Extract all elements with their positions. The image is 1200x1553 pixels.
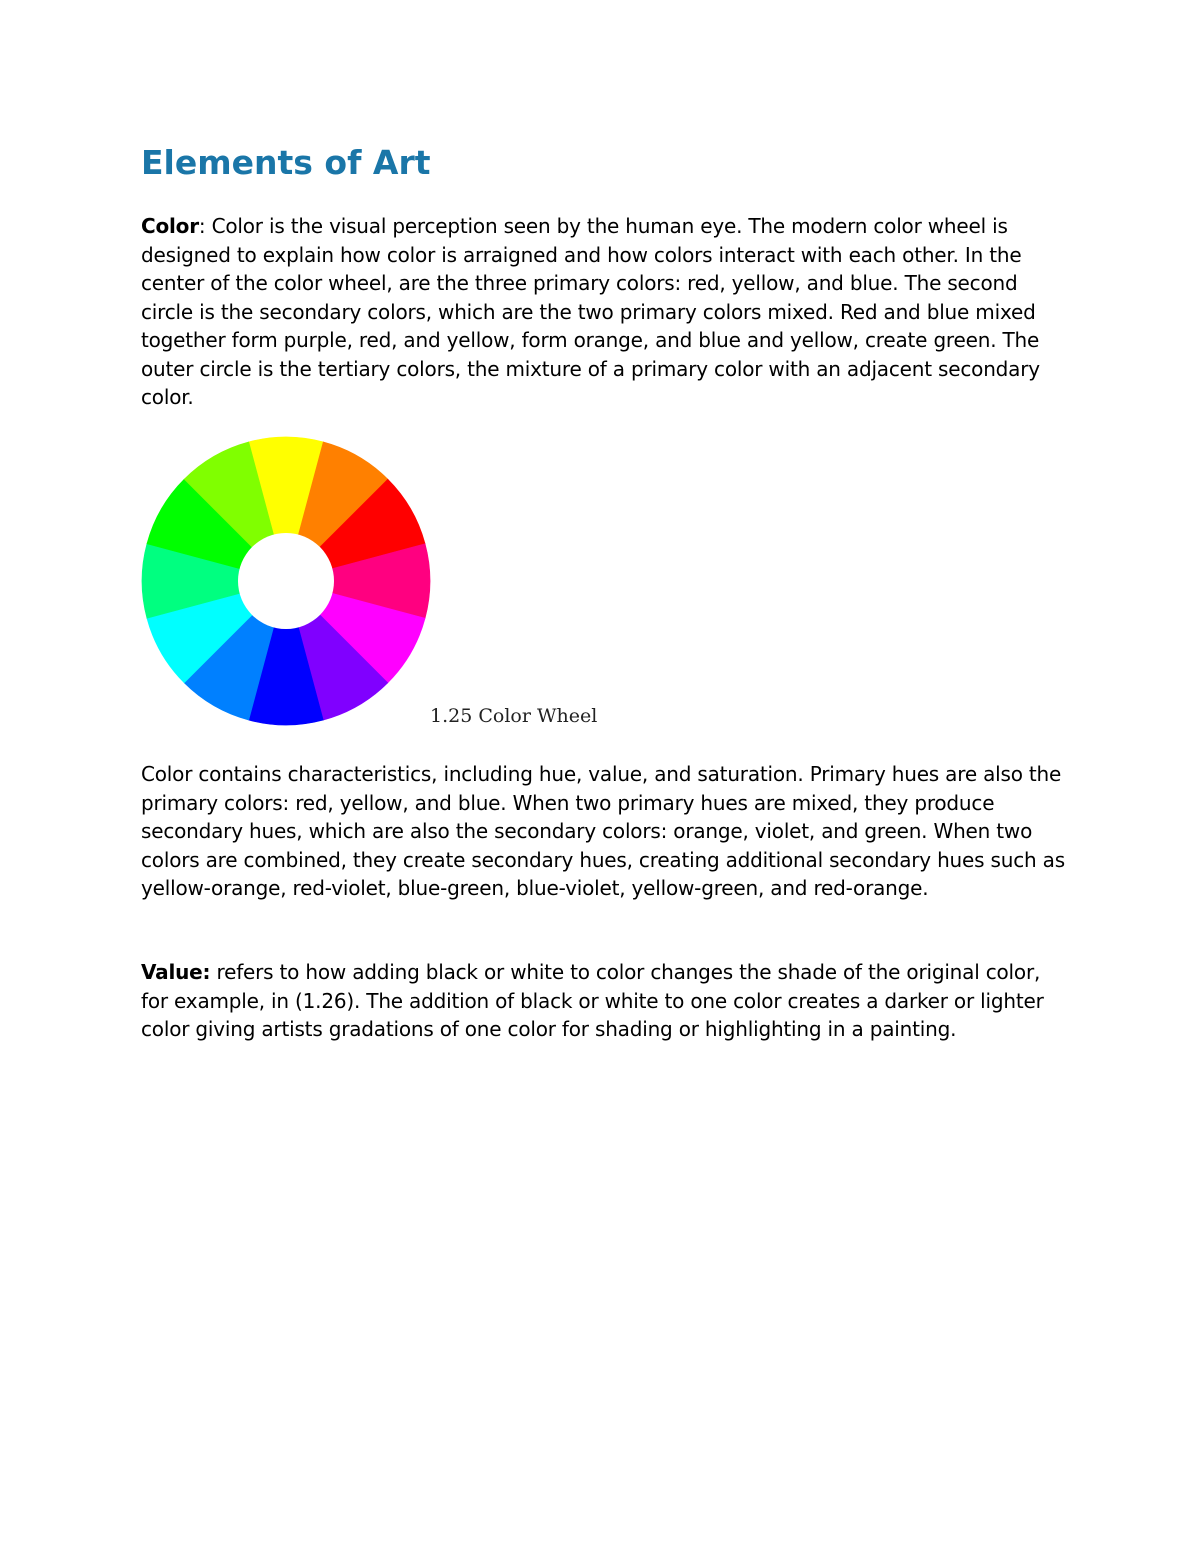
color-term: Color [141, 214, 199, 238]
color-definition: : Color is the visual perception seen by the human eye. The modern color wheel is designed to explain how color is arraigned and how colors interact with each other. In the center of the color wheel, are the three primary colors: red, yellow, and blue. The second circle is the secondary colors, which are the two primary colors mixed. Red and blue mixed together form purple, red, and yellow, form orange, and blue and yellow, create green. The outer circle is the tertiary colors, the mixture of a primary color with an adjacent secondary color. [141, 214, 1040, 409]
color-wheel-figure [141, 436, 621, 736]
wheel-center [238, 533, 334, 629]
characteristics-paragraph: Color contains characteristics, including hue, value, and saturation. Primary hues are also the primary colors: red, yellow, and blue. When two primary hues are mixed, they produce secondary hues, which are also the secondary colors: orange, violet, and green. When two colors are combined, they create secondary hues, creating additional secondary hues such as yellow-orange, red-violet, blue-green, blue-violet, yellow-green, and red-orange. [141, 762, 1065, 900]
figure-caption: 1.25 Color Wheel [430, 705, 598, 727]
value-definition: refers to how adding black or white to color changes the shade of the original color, for example, in (1.26). The addition of black or white to one color creates a darker or lighter color giving artists gradations of one color for shading or highlighting in a painting. [141, 960, 1044, 1041]
color-paragraph [141, 212, 1066, 412]
value-term: Value: [141, 960, 211, 984]
color-wheel-image [141, 436, 431, 726]
page-title: Elements of Art [141, 143, 431, 182]
value-paragraph [141, 958, 1066, 1044]
document-page [141, 140, 1071, 1041]
